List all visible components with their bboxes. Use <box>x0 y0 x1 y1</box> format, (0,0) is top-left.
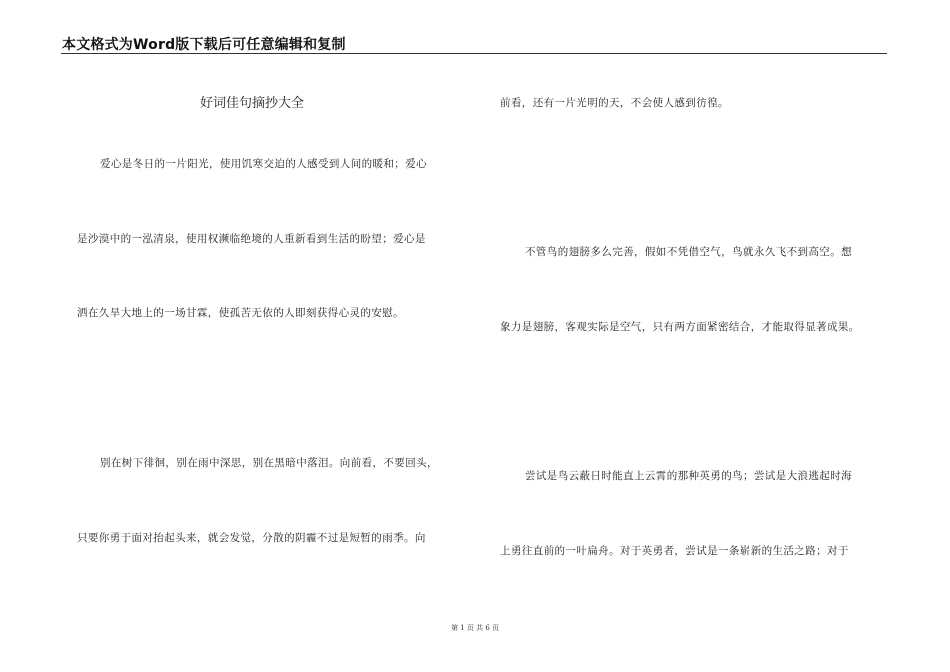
paragraph-line: 象力是翅膀，客观实际是空气，只有两方面紧密结合，才能取得显著成果。 <box>500 321 860 333</box>
paragraph-line: 洒在久旱大地上的一场甘霖，使孤苦无依的人即刻获得心灵的安慰。 <box>77 307 404 319</box>
header-divider <box>61 53 887 54</box>
paragraph-line: 上勇往直前的一叶扁舟。对于英勇者，尝试是一条崭新的生活之路；对于 <box>500 545 849 557</box>
paragraph-line: 不管鸟的翅膀多么完善，假如不凭借空气，鸟就永久飞不到高空。想 <box>525 246 852 258</box>
paragraph-line: 只要你勇于面对抬起头来，就会发觉，分散的阴霾不过是短暂的雨季。向 <box>77 532 426 544</box>
page-number: 第 1 页 共 6 页 <box>450 624 500 632</box>
document-title: 好词佳句摘抄大全 <box>200 96 305 111</box>
document-header-title: 本文格式为Word版下载后可任意编辑和复制 <box>62 37 346 53</box>
paragraph-line: 前看，还有一片光明的天，不会使人感到彷徨。 <box>500 97 729 109</box>
paragraph-line: 别在树下徘徊，别在雨中深思，别在黑暗中落泪。向前看，不要回头， <box>100 457 438 469</box>
paragraph-line: 是沙漠中的一泓清泉，使用权濒临绝境的人重新看到生活的盼望；爱心是 <box>77 233 426 245</box>
paragraph-line: 尝试是鸟云蔽日时能直上云霄的那种英勇的鸟；尝试是大浪逃起时海 <box>525 470 852 482</box>
paragraph-line: 爱心是冬日的一片阳光，使用饥寒交迫的人感受到人间的暖和；爱心 <box>100 158 427 170</box>
